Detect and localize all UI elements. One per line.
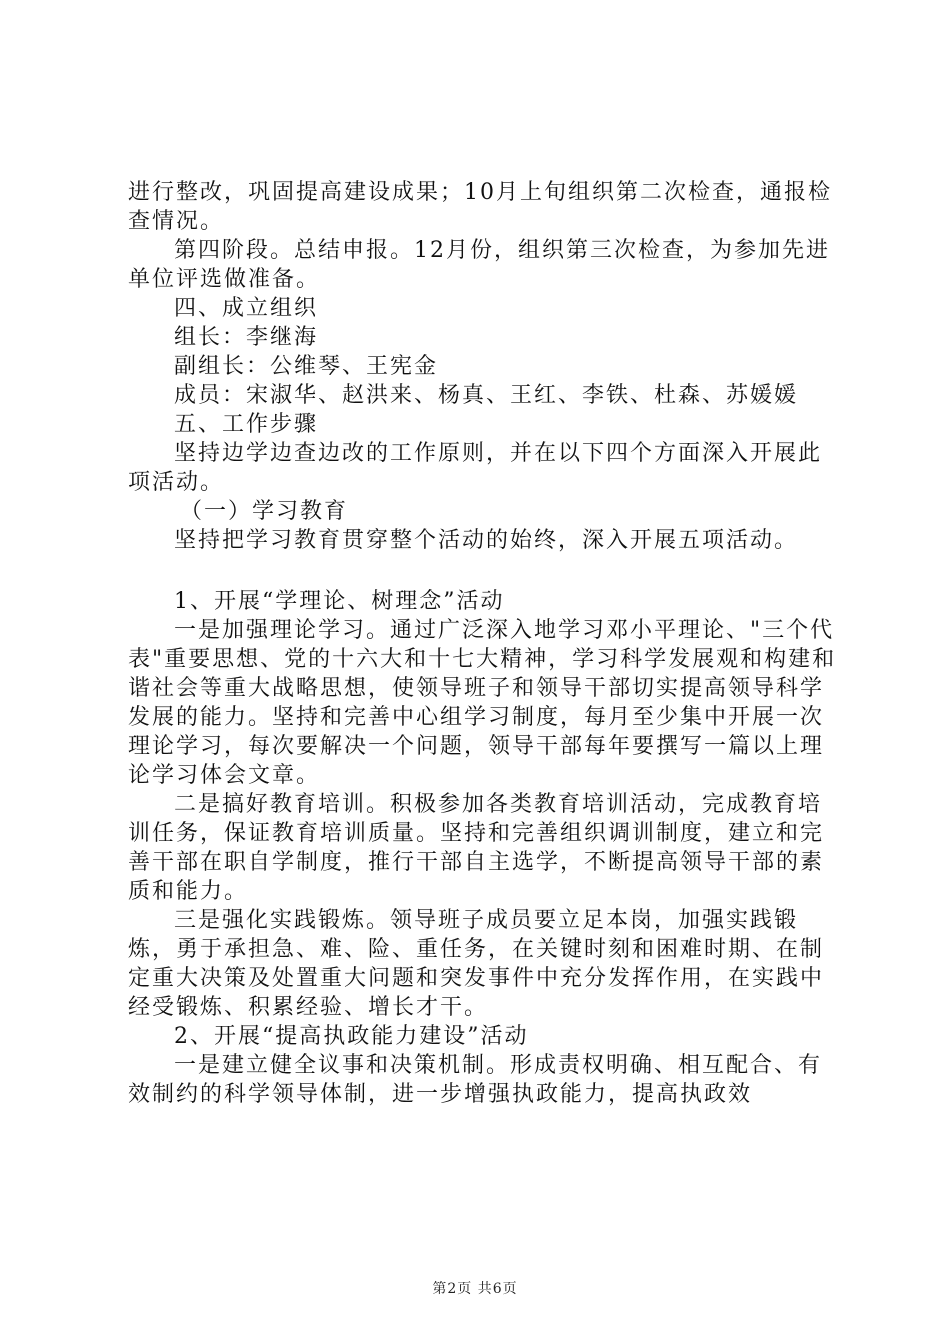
document-body [128, 178, 840, 1109]
paragraph-1: 进行整改，巩固提高建设成果；10月上旬组织第二次检查，通报检查情况。 [128, 180, 832, 234]
group-members: 成员：宋淑华、赵洪来、杨真、王红、李铁、杜森、苏媛媛 [174, 383, 799, 408]
paragraph-mechanism: 一是建立健全议事和决策机制。形成责权明确、相互配合、有效制约的科学领导体制，进一步增强执政能力，提高执政效 [128, 1053, 823, 1107]
activity-heading-2: 2、开展“提高执政能力建设”活动 [174, 1024, 529, 1049]
subsection-heading-1: （一）学习教育 [180, 499, 349, 524]
page-footer: 第2页 共6页 [432, 1281, 518, 1297]
section-heading-4: 四、成立组织 [174, 296, 319, 321]
activity-heading-1: 1、开展“学理论、树理念”活动 [174, 589, 505, 614]
paragraph-training: 二是搞好教育培训。积极参加各类教育培训活动，完成教育培训任务，保证教育培训质量。坚持和完善组织调训制度，建立和完善干部在职自学制度，推行干部自主选学，不断提高领导干部的素质和能力。 [128, 792, 825, 904]
paragraph-2: 第四阶段。总结申报。12月份，组织第三次检查，为参加先进单位评选做准备。 [128, 238, 830, 292]
paragraph-gap [128, 555, 840, 587]
group-leader: 组长：李继海 [174, 325, 319, 350]
section-heading-5: 五、工作步骤 [174, 412, 319, 437]
paragraph-theory: 一是加强理论学习。通过广泛深入地学习邓小平理论、"三个代表"重要思想、党的十六大和十七大精神，学习科学发展观和构建和谐社会等重大战略思想，使领导班子和领导干部切实提高领导科学发展的能力。坚持和完善中心组学习制度，每月至少集中开展一次理论学习，每次要解决一个问题，领导干部每年要撰写一篇以上理论学习体会文章。 [128, 618, 837, 788]
deputy-group-leader: 副组长：公维琴、王宪金 [174, 354, 439, 379]
paragraph-study: 坚持把学习教育贯穿整个活动的始终，深入开展五项活动。 [174, 528, 799, 553]
paragraph-principle: 坚持边学边查边改的工作原则，并在以下四个方面深入开展此项活动。 [128, 441, 823, 495]
paragraph-practice: 三是强化实践锻炼。领导班子成员要立足本岗，加强实践锻炼，勇于承担急、难、险、重任务，在关键时刻和困难时期、在制定重大决策及处置重大问题和突发事件中充分发挥作用，在实践中经受锻炼、积累经验、增长才干。 [128, 908, 825, 1020]
